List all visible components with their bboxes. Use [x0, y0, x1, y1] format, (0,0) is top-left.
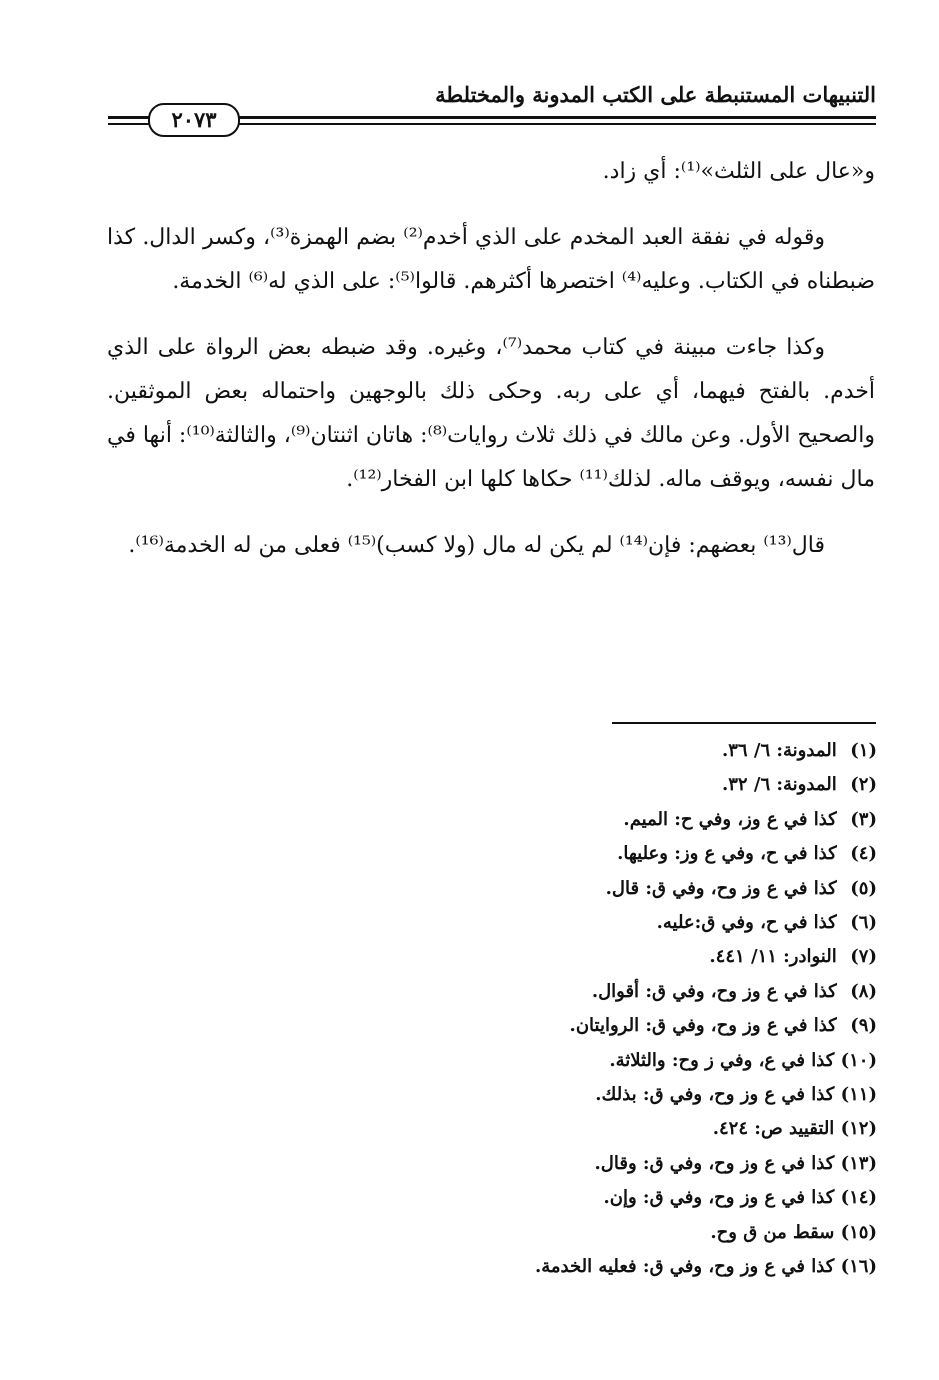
main-text — [107, 150, 875, 590]
footnote-text: كذا في ع وز وح، وفي ق: فعليه الخدمة. — [534, 1256, 835, 1278]
footnote-number: (٤) — [850, 843, 877, 865]
footnote-text: كذا في ع وز وح، وفي ق: وإن. — [603, 1187, 835, 1209]
footnote — [117, 1147, 877, 1181]
footnote — [117, 1181, 877, 1215]
footnote-text: كذا في ع وز وح، وفي ق: أقوال. — [591, 980, 837, 1002]
footnote-text: المدونة: ٦/ ٣٢. — [721, 774, 837, 796]
footnote — [117, 1216, 877, 1250]
footnote — [117, 1112, 877, 1146]
footnote-number: (١) — [850, 740, 877, 761]
footnote — [117, 1250, 877, 1284]
footnote-text: سقط من ق وح. — [710, 1221, 835, 1243]
footnote-text: كذا في ع وز، وفي ح: الميم. — [623, 808, 837, 830]
footnote-number: (٨) — [850, 980, 877, 1002]
footnote-number: (٧) — [850, 946, 877, 968]
footnote-number: (١١) — [840, 1084, 877, 1106]
footnote-number: (٩) — [850, 1015, 877, 1037]
footnote-number: (١٦) — [840, 1256, 877, 1278]
footnote-text: التقييد ص: ٤٢٤. — [712, 1118, 835, 1140]
footnote-separator — [612, 722, 876, 724]
footnote-text: كذا في ع وز وح، وفي ق: قال. — [605, 877, 837, 899]
footnote-text: كذا في ع، وفي ز وح: والثلاثة. — [609, 1049, 835, 1071]
footnote-text: كذا في ع وز وح، وفي ق: وقال. — [594, 1152, 835, 1174]
running-title: التنبيهات المستنبطة على الكتب المدونة والمختلطة — [435, 82, 876, 107]
footnote — [117, 1078, 877, 1112]
footnote-number: (١٤) — [840, 1187, 877, 1209]
footnote-number: (٦) — [850, 912, 877, 934]
paragraph: وقوله في نفقة العبد المخدم على الذي أخدم⁽²⁾ بضم الهمزة⁽³⁾، وكسر الدال. كذا ضبطناه في الكتاب. وعليه⁽⁴⁾ اختصرها أكثرهم. قالوا⁽⁵⁾: على الذي له⁽⁶⁾ الخدمة. — [107, 225, 875, 294]
paragraph: وكذا جاءت مبينة في كتاب محمد⁽⁷⁾، وغيره. وقد ضبطه بعض الرواة على الذي أخدم. بالفتح فيهما، أي على ربه. وحكى ذلك بالوجهين واحتماله بعض الموثقين. والصحيح الأول. وعن مالك في ذلك ثلاث روايات⁽⁸⁾: هاتان اثنتان⁽⁹⁾، والثالثة⁽¹⁰⁾: أنها في مال نفسه، ويوقف ماله. لذلك⁽¹¹⁾ حكاها كلها ابن الفخار⁽¹²⁾. — [107, 335, 875, 492]
paragraph: و«عال على الثلث»⁽¹⁾: أي زاد. — [602, 159, 875, 184]
footnote — [117, 872, 877, 906]
footnote-number: (١٠) — [840, 1049, 877, 1071]
footnote — [117, 803, 877, 837]
footnote-text: المدونة: ٦/ ٣٦. — [721, 740, 837, 761]
footnote — [117, 940, 877, 974]
page-number: ٢٠٧٣ — [148, 103, 240, 137]
footnote-number: (٢) — [850, 774, 877, 796]
footnote — [117, 837, 877, 871]
footnote-text: كذا في ح، وفي ق:عليه. — [656, 912, 837, 934]
footnotes — [117, 734, 877, 1285]
footnote — [117, 975, 877, 1009]
footnote-number: (١٥) — [840, 1221, 877, 1243]
footnote — [117, 1009, 877, 1043]
page-header — [108, 78, 876, 134]
footnote — [117, 1044, 877, 1078]
footnote-number: (١٢) — [840, 1118, 877, 1140]
footnote-text: النوادر: ١١/ ٤٤١. — [709, 946, 837, 968]
footnote — [117, 906, 877, 940]
footnote — [117, 768, 877, 802]
footnote-number: (٥) — [850, 877, 877, 899]
footnote-number: (٣) — [850, 808, 877, 830]
paragraph: قال⁽¹³⁾ بعضهم: فإن⁽¹⁴⁾ لم يكن له مال (ولا كسب)⁽¹⁵⁾ فعلى من له الخدمة⁽¹⁶⁾. — [128, 533, 825, 558]
footnote-text: كذا في ع وز وح، وفي ق: بذلك. — [595, 1084, 835, 1106]
footnote-text: كذا في ح، وفي ع وز: وعليها. — [617, 843, 837, 865]
footnote-text: كذا في ع وز وح، وفي ق: الروايتان. — [569, 1015, 837, 1037]
footnote-number: (١٣) — [840, 1152, 877, 1174]
footnote — [117, 734, 877, 768]
